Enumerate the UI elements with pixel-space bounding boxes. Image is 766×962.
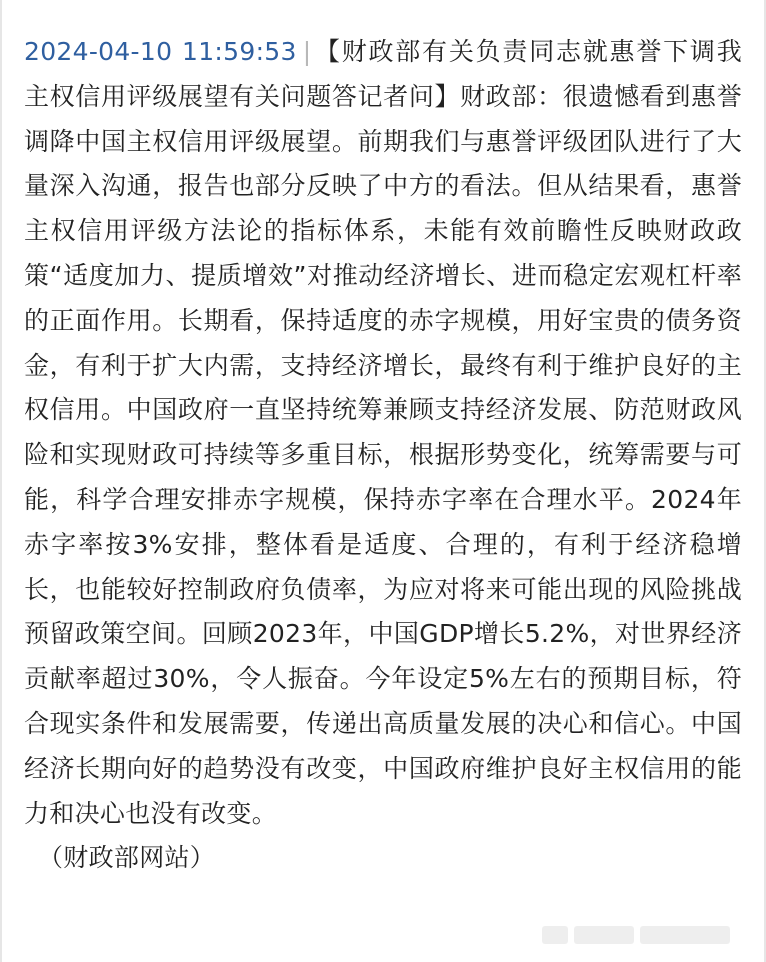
timestamp-separator: |	[302, 37, 312, 66]
watermark-block	[574, 926, 634, 944]
post-body: 【财政部有关负责同志就惠誉下调我主权信用评级展望有关问题答记者问】财政部：很遗憾看到惠誉调降中国主权信用评级展望。前期我们与惠誉评级团队进行了大量深入沟通，报告也部分反映了中方的看法。但从结果看，惠誉主权信用评级方法论的指标体系，未能有效前瞻性反映财政政策“适度加力、提质增效”对推动经济增长、进而稳定宏观杠杆率的正面作用。长期看，保持适度的赤字规模，用好宝贵的债务资金，有利于扩大内需，支持经济增长，最终有利于维护良好的主权信用。中国政府一直坚持统筹兼顾支持经济发展、防范财政风险和实现财政可持续等多重目标，根据形势变化，统筹需要与可能，科学合理安排赤字规模，保持赤字率在合理水平。2024年赤字率按3%安排，整体看是适度、合理的，有利于经济稳增长，也能较好控制政府负债率，为应对将来可能出现的风险挑战预留政策空间。回顾2023年，中国GDP增长5.2%，对世界经济贡献率超过30%，令人振奋。今年设定5%左右的预期目标，符合现实条件和发展需要，传递出高质量发展的决心和信心。中国经济长期向好的趋势没有改变，中国政府维护良好主权信用的能力和决心也没有改变。	[24, 37, 742, 828]
watermark-logo-icon	[542, 926, 568, 944]
blurred-watermark	[542, 920, 742, 950]
post-source: （财政部网站）	[38, 843, 216, 873]
watermark-block	[640, 926, 730, 944]
post-timestamp: 2024-04-10 11:59:53	[24, 37, 297, 66]
post-content	[24, 30, 742, 881]
